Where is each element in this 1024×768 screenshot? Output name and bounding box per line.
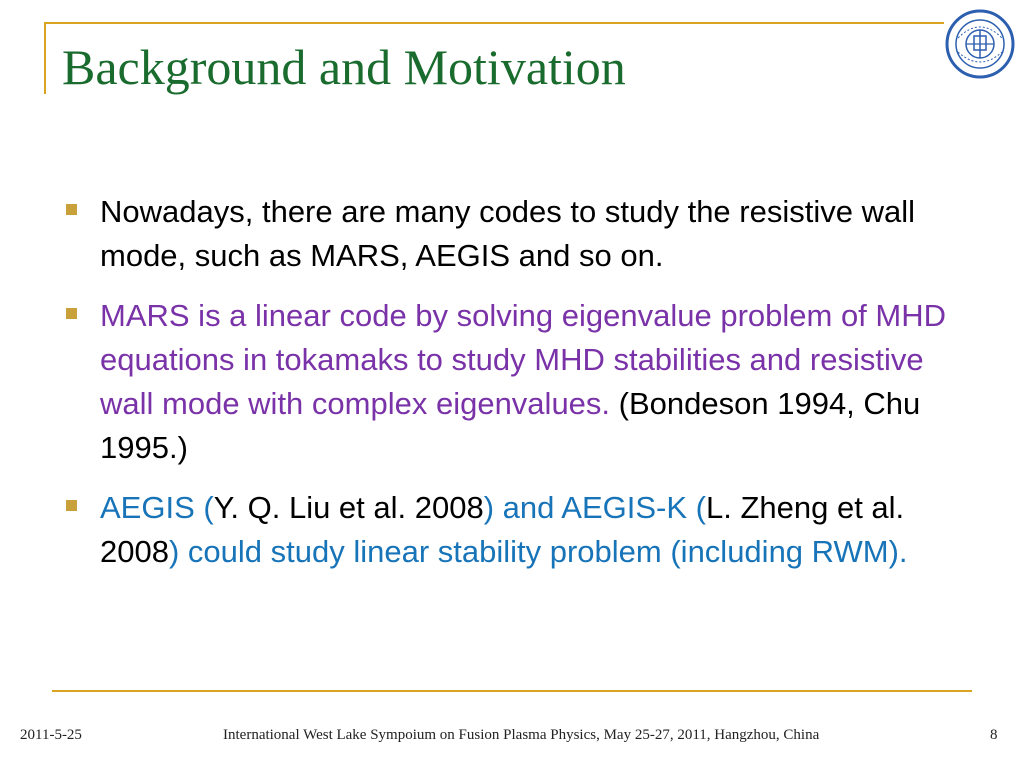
bullet-item bbox=[62, 486, 962, 574]
square-bullet-icon bbox=[66, 204, 77, 215]
bullet-text bbox=[100, 294, 962, 470]
bullet-text-segment: (Bondeson 1994, Chu 1995.) bbox=[100, 386, 921, 465]
footer-page-number: 8 bbox=[990, 727, 998, 743]
bullet-text-segment: MARS is a linear code by solving eigenvalue problem of MHD equations in tokamaks to study MHD stabilities and resistive wall mode with complex eigenvalues. bbox=[100, 298, 947, 421]
bullet-text bbox=[100, 190, 962, 278]
bullet-text-segment: AEGIS ( bbox=[100, 490, 214, 525]
footer-date: 2011-5-25 bbox=[20, 727, 82, 743]
bullet-item bbox=[62, 190, 962, 278]
footer-divider bbox=[52, 690, 972, 692]
bullet-text-segment: L. Zheng et al. 2008 bbox=[100, 490, 905, 569]
bullet-text bbox=[100, 486, 962, 574]
title-frame-top-line bbox=[44, 22, 944, 24]
bullet-text-segment: ) and AEGIS-K ( bbox=[483, 490, 706, 525]
bullet-list bbox=[62, 190, 962, 590]
bullet-text-segment: Nowadays, there are many codes to study the resistive wall mode, such as MARS, AEGIS and so on. bbox=[100, 194, 915, 273]
slide-title: Background and Motivation bbox=[62, 39, 626, 95]
square-bullet-icon bbox=[66, 500, 77, 511]
bullet-item bbox=[62, 294, 962, 470]
footer-conference: International West Lake Sympoium on Fusion Plasma Physics, May 25-27, 2011, Hangzhou, China bbox=[223, 727, 820, 743]
title-frame-left-line bbox=[44, 22, 46, 94]
bullet-text-segment: ) could study linear stability problem (including RWM). bbox=[168, 534, 908, 569]
bullet-text-segment: Y. Q. Liu et al. 2008 bbox=[213, 490, 484, 525]
university-seal-logo bbox=[944, 8, 1016, 80]
square-bullet-icon bbox=[66, 308, 77, 319]
